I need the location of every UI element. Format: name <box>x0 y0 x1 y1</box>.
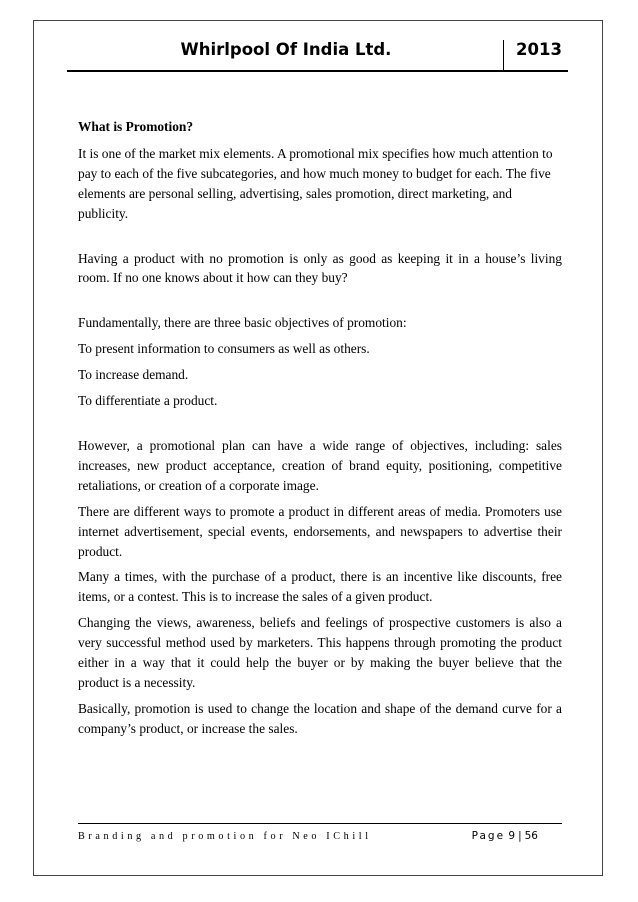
header-year: 2013 <box>503 40 568 70</box>
footer-document-title: Branding and promotion for Neo IChill <box>78 831 372 842</box>
header-title: Whirlpool Of India Ltd. <box>180 40 392 59</box>
paragraph: There are different ways to promote a product in different areas of media. Promoters use internet advertisement, special events, endorsements, and newspapers to advertise their product. <box>78 503 562 559</box>
paragraph: Having a product with no promotion is only as good as keeping it in a house’s living room. If no one knows about it how can they buy? <box>78 250 562 286</box>
page-current: 9 <box>508 830 516 842</box>
paragraph: However, a promotional plan can have a wide range of objectives, including: sales increases, new product acceptance, creation of brand equity, positioning, competitive retaliations, or creation of a corporate image. <box>78 437 562 493</box>
paragraph: To differentiate a product. <box>78 393 218 409</box>
paragraph: It is one of the market mix elements. A promotional mix specifies how much attention to pay to each of the five subcategories, and how much money to budget for each. The five elements are personal selling, advertising, sales promotion, direct marketing, and publicity. <box>78 145 553 221</box>
page-separator: | <box>518 830 522 842</box>
paragraph: Changing the views, awareness, beliefs and feelings of prospective customers is also a very successful method used by marketers. This happens through promoting the product either in a way that it could help the buyer or by making the buyer believe that the product is a necessity. <box>78 615 562 690</box>
paragraph: To increase demand. <box>78 367 189 383</box>
paragraph: Basically, promotion is used to change the location and shape of the demand curve for a company’s product, or increase the sales. <box>78 700 562 736</box>
page-footer <box>78 823 562 849</box>
page-content <box>78 117 562 739</box>
header-rule <box>67 70 568 72</box>
section-heading: What is Promotion? <box>78 119 194 134</box>
paragraph: Many a times, with the purchase of a product, there is an incentive like discounts, free items, or a contest. This is to increase the sales of a given product. <box>78 569 562 605</box>
paragraph: To present information to consumers as well as others. <box>78 341 370 357</box>
page-number <box>472 830 538 842</box>
page-label: Page <box>471 830 506 842</box>
page-total: 56 <box>524 830 538 842</box>
paragraph: Fundamentally, there are three basic objectives of promotion: <box>78 315 407 331</box>
page-header <box>67 38 568 72</box>
